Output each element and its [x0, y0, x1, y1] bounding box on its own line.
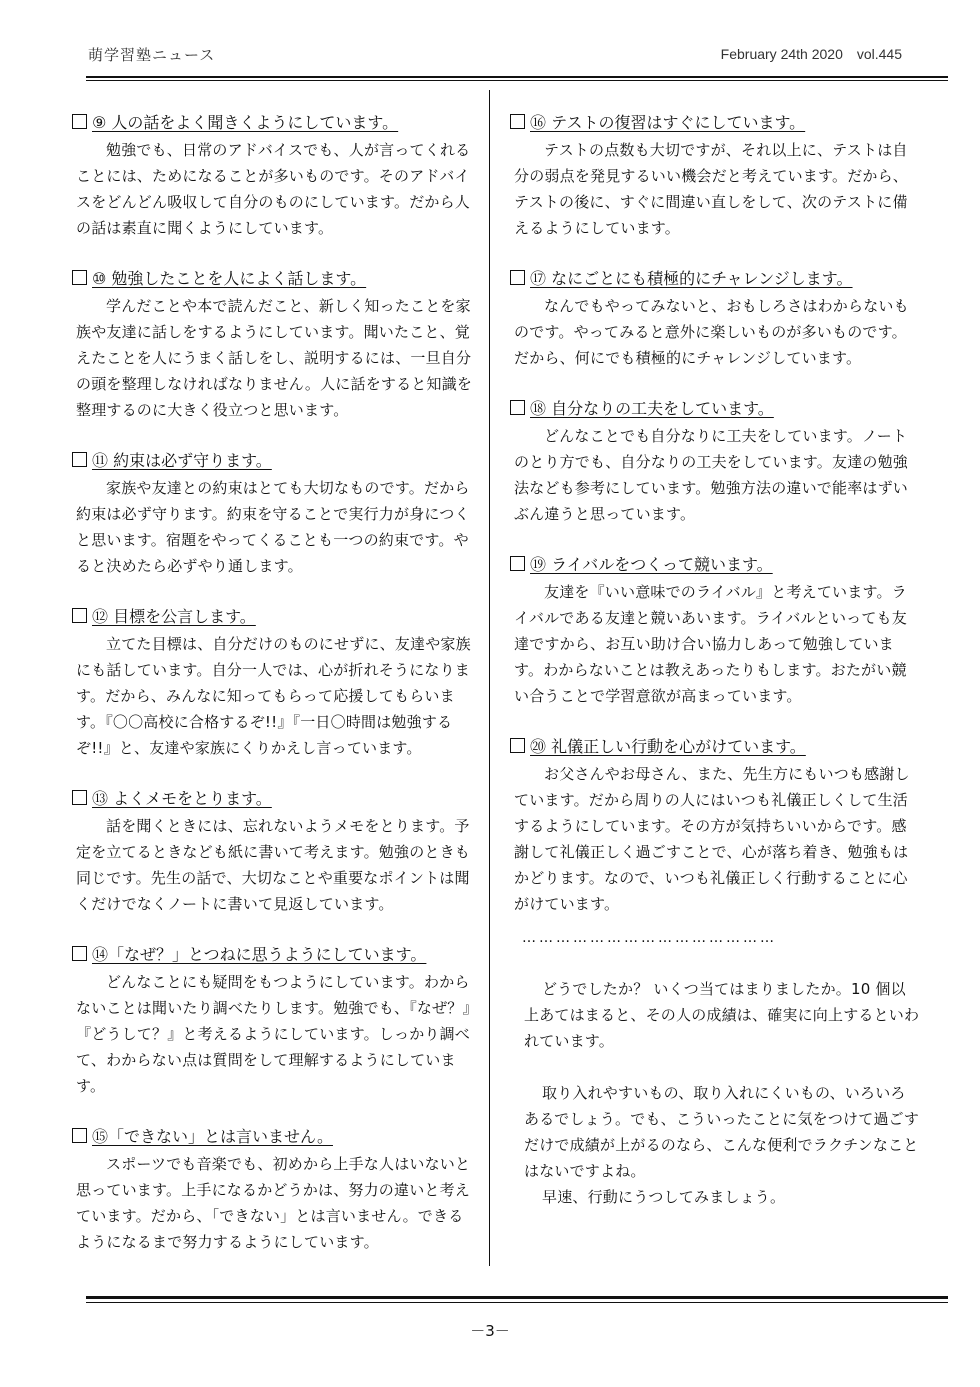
item-title: ⑲ ライバルをつくって競います。: [530, 555, 773, 574]
checkbox-icon: [72, 114, 87, 129]
item-body: なんでもやってみないと、おもしろさはわからないものです。やってみると意外に楽しいものが多いものです。だから、何にでも積極的にチャレンジしています。: [514, 297, 909, 367]
issue-date: February 24th 2020 vol.445: [720, 46, 902, 62]
item-title: ⑭「なぜ？」とつねに思うようにしています。: [92, 945, 427, 964]
newsletter-title: 萌学習塾ニュース: [88, 46, 216, 64]
checkbox-icon: [510, 114, 525, 129]
item-body: どんなことでも自分なりに工夫をしています。ノートのとり方でも、自分なりの工夫をしています。友達の勉強法なども参考にしています。勉強方法の違いで能率はずいぶん違うと思っています。: [514, 427, 909, 523]
header-rule: [86, 76, 948, 78]
list-item: [510, 268, 920, 371]
footer-rule: [86, 1296, 948, 1299]
checkbox-icon: [72, 1128, 87, 1143]
page-header: [88, 44, 902, 68]
checkbox-icon: [72, 270, 87, 285]
item-title: ⑬ よくメモをとります。: [92, 789, 272, 808]
checkbox-icon: [72, 946, 87, 961]
list-item: [510, 398, 920, 527]
list-item: [72, 268, 477, 423]
left-column: [72, 112, 477, 1282]
item-body: 学んだことや本で読んだこと、新しく知ったことを家族や友達に話しをするようにしています。聞いたこと、覚えたことを人にうまく話しをし、説明するには、一旦自分の頭を整理しなければなりません。人に話をすると知識を整理するのに大きく役立つと思います。: [76, 297, 473, 419]
item-body: 立てた目標は、自分だけのものにせずに、友達や家族にも話しています。自分一人では、心が折れそうになります。だから、みんなに知ってもらって応援してもらいます。『〇〇高校に合格するぞ!!』『一日〇時間は勉強するぞ!!』と、友達や家族にくりかえし言っています。: [76, 635, 471, 757]
item-title: ⑩ 勉強したことを人によく話します。: [92, 269, 367, 288]
list-item: [510, 112, 920, 241]
item-title: ⑪ 約束は必ず守ります。: [92, 451, 272, 470]
checkbox-icon: [510, 400, 525, 415]
dotted-separator: ………………………………………: [522, 930, 777, 946]
list-item: [72, 112, 477, 241]
item-title: ⑯ テストの復習はすぐにしています。: [530, 113, 806, 132]
checkbox-icon: [510, 270, 525, 285]
checkbox-icon: [72, 608, 87, 623]
checkbox-icon: [510, 738, 525, 753]
item-title: ⑮「できない」とは言いません。: [92, 1127, 333, 1146]
right-column: [510, 112, 920, 1210]
item-body: 友達を『いい意味でのライバル』と考えています。ライバルである友達と競いあいます。ライバルといっても友達ですから、お互い助け合い協力しあって勉強しています。わからないことは教えあったりもします。おたがい競い合うことで学習意欲が高まっています。: [514, 583, 907, 705]
list-item: [510, 554, 920, 709]
item-body: 勉強でも、日常のアドバイスでも、人が言ってくれることには、ためになることが多いものです。そのアドバイスをどんどん吸収して自分のものにしています。だから人の話は素直に聞くようにしています。: [76, 141, 471, 237]
column-divider: [489, 90, 490, 1266]
list-item: [72, 1126, 477, 1255]
conclusion-paragraph: 早速、行動にうつしてみましょう。: [542, 1188, 786, 1206]
list-item: [510, 736, 920, 917]
conclusion-paragraph: 取り入れやすいもの、取り入れにくいもの、いろいろあるでしょう。でも、こういったことに気をつけて過ごすだけで成績が上がるのなら、こんな便利でラクチンなことはないですよね。: [524, 1084, 920, 1180]
checkbox-icon: [510, 556, 525, 571]
checkbox-icon: [72, 452, 87, 467]
list-item: [72, 944, 477, 1099]
item-title: ⑱ 自分なりの工夫をしています。: [530, 399, 774, 418]
item-body: スポーツでも音楽でも、初めから上手な人はいないと思っています。上手になるかどうかは、努力の違いと考えています。だから、「できない」とは言いません。できるようになるまで努力するようにしています。: [76, 1155, 471, 1251]
header-rule-thin: [86, 80, 948, 81]
item-title: ⑨ 人の話をよく聞きくようにしています。: [92, 113, 399, 132]
checkbox-icon: [72, 790, 87, 805]
item-title: ⑫ 目標を公言します。: [92, 607, 256, 626]
item-body: テストの点数も大切ですが、それ以上に、テストは自分の弱点を発見するいい機会だと考えています。だから、テストの後に、すぐに間違い直しをして、次のテストに備えるようにしています。: [514, 141, 909, 237]
list-item: [72, 788, 477, 917]
item-body: お父さんやお母さん、また、先生方にもいつも感謝しています。だから周りの人にはいつも礼儀正しくして生活するようにしています。その方が気持ちいいからです。感謝して礼儀正しく過ごすことで、心が落ち着き、勉強もはかどります。なので、いつも礼儀正しく行動することに心がけています。: [514, 765, 910, 913]
conclusion-paragraph: どうでしたか？ いくつ当てはまりましたか。10 個以上あてはまると、その人の成績は、確実に向上するといわれています。: [524, 980, 920, 1050]
item-body: 家族や友達との約束はとても大切なものです。だから約束は必ず守ります。約束を守ることで実行力が身につくと思います。宿題をやってくることも一つの約束です。やると決めたら必ずやり通します。: [76, 479, 470, 575]
list-item: [72, 606, 477, 761]
item-title: ⑳ 礼儀正しい行動を心がけています。: [530, 737, 806, 756]
footer-rule-thin: [86, 1302, 948, 1303]
item-body: どんなことにも疑問をもつようにしています。わからないことは聞いたり調べたりします。勉強でも、『なぜ？』『どうして？』と考えるようにしています。しっかり調べて、わからない点は質問をして理解するようにしています。: [76, 973, 471, 1095]
item-title: ⑰ なにごとにも積極的にチャレンジします。: [530, 269, 853, 288]
item-body: 話を聞くときには、忘れないようメモをとります。予定を立てるときなども紙に書いて考えます。勉強のときも同じです。先生の話で、大切なことや重要なポイントは聞くだけでなくノートに書いて見返しています。: [76, 817, 471, 913]
page-number: －3－: [470, 1322, 510, 1340]
list-item: [72, 450, 477, 579]
